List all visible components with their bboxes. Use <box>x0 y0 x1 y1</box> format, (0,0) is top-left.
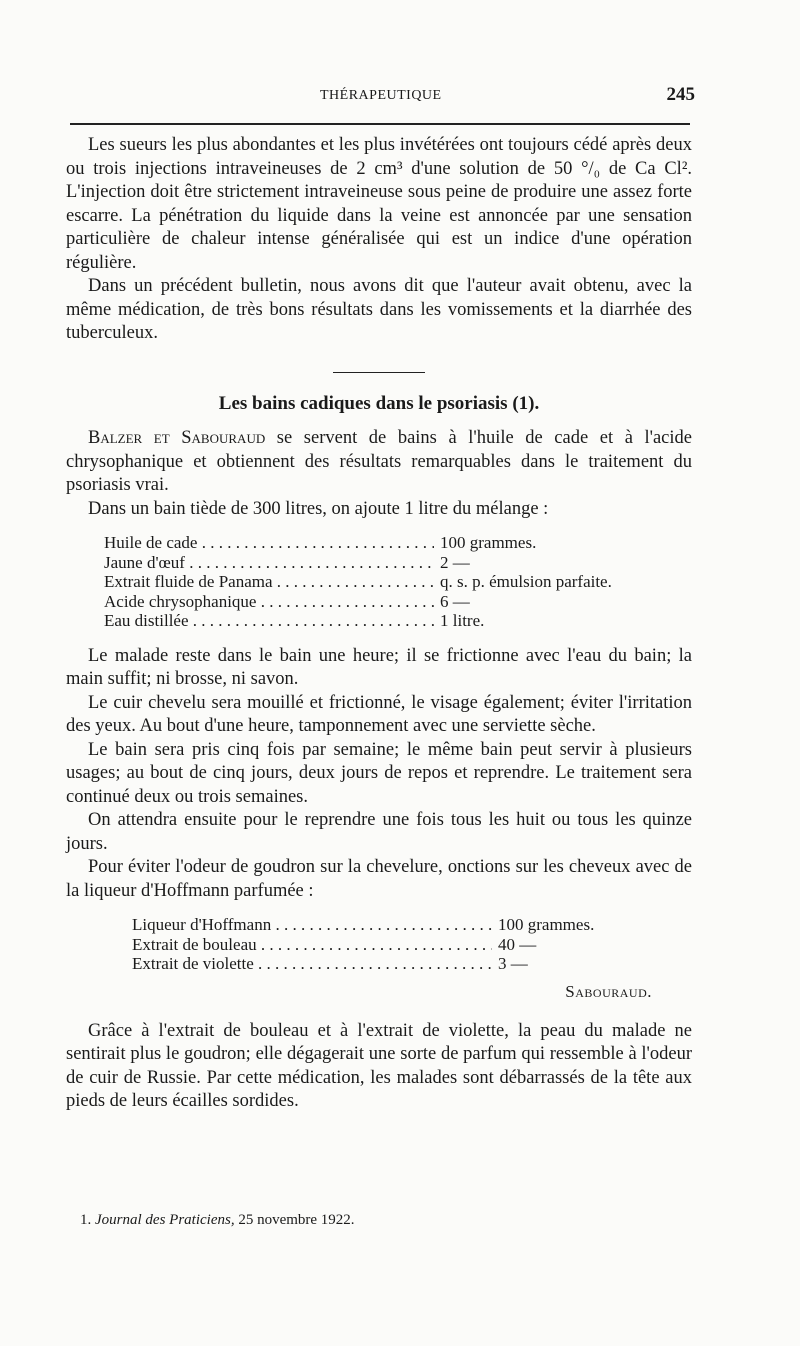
paragraph-goudron: Pour éviter l'odeur de goudron sur la chevelure, onctions sur les cheveux avec de la liqueur d'Hoffmann parfumée : <box>66 857 692 901</box>
ingredient-amount: 1 litre. <box>440 611 485 630</box>
recipe-row <box>104 553 664 573</box>
ingredient-name: Jaune d'œuf . . . <box>104 553 434 573</box>
paragraph-cuir: Le cuir chevelu sera mouillé et frictionné, le visage également; éviter l'irritation des yeux. Au bout d'une heure, tamponnement avec une serviette sèche. <box>66 692 692 736</box>
ingredient-amount: 40 — <box>498 934 537 954</box>
ingredient-amount: 2 — <box>440 552 470 572</box>
paragraph-reprendre: On attendra ensuite pour le reprendre une fois tous les huit ou tous les quinze jours. <box>66 810 692 854</box>
paragraph-balzer-text: se servent de bains à l'huile de cade et à l'acide chrysophanique et obtiennent des résultats remarquables dans le traitement du psoriasis vrai. <box>66 428 692 495</box>
recipe-row <box>104 592 664 612</box>
section-divider <box>333 372 425 374</box>
ingredient-amount: 3 — <box>498 954 528 973</box>
paragraph-bouleau: Grâce à l'extrait de bouleau et à l'extrait de violette, la peau du malade ne sentirait plus le goudron; elle dégagerait une sorte de parfum qui ressemble à l'odeur de cuir de Russie. Par cette médication, les malades sont débarrassés de la tête aux pieds de leurs écailles sordides. <box>66 1020 692 1111</box>
running-title: THÉRAPEUTIQUE <box>320 88 442 103</box>
paragraph-frequence: Le bain sera pris cinq fois par semaine; le même bain peut servir à plusieurs usages; au bout de cinq jours, deux jours de repos et reprendre. Le traitement sera continué deux ou trois semaines. <box>66 739 692 807</box>
ingredient-name: Liqueur d'Hoffmann . . . <box>132 915 492 935</box>
page-number: 245 <box>666 84 695 105</box>
footnote <box>80 1212 355 1229</box>
recipe-row <box>104 572 664 592</box>
paragraph-malade: Le malade reste dans le bain une heure; il se frictionne avec l'eau du bain; la main suffit; ni brosse, ni savon. <box>66 645 692 689</box>
recipe-row <box>104 533 664 553</box>
author-signature <box>66 982 652 1002</box>
footnote-date: 25 novembre 1922. <box>238 1212 355 1228</box>
ingredient-amount: 6 — <box>440 591 470 611</box>
ingredient-amount: 100 grammes. <box>440 533 537 552</box>
footnote-number: 1. <box>80 1212 92 1228</box>
footnote-journal: Journal des Praticiens, <box>95 1212 235 1228</box>
ingredient-name: Extrait fluide de Panama . . . <box>104 572 434 592</box>
paragraph-sueurs: Les sueurs les plus abondantes et les plus invétérées ont toujours cédé après deux ou trois injections intraveineuses de 2 cm³ d'une solution de 50 °/₀ de Ca Cl². L'injection doit être strictement intraveineuse sous peine de produire une assez forte escarre. La pénétration du liquide dans la veine est annoncée par une sensation particulière de chaleur intense généralisée qui est un indice d'une opération régulière. <box>66 135 692 273</box>
authors: Balzer et Sabouraud <box>88 428 266 448</box>
page-body <box>66 134 692 1114</box>
section-title-text: Les bains cadiques dans le psoriasis <box>218 393 508 414</box>
recipe-row <box>132 915 632 935</box>
ingredient-name: Extrait de bouleau . . . <box>132 935 492 955</box>
ingredient-name: Huile de cade . . . <box>104 533 434 553</box>
footnote-reference: (1). <box>512 393 540 414</box>
recipe-bath-mixture <box>104 533 664 631</box>
recipe-row <box>104 611 664 631</box>
paragraph-bulletin: Dans un précédent bulletin, nous avons dit que l'auteur avait obtenu, avec la même médication, de très bons résultats dans les vomissements et la diarrhée des tuberculeux. <box>66 276 692 343</box>
ingredient-amount: 100 grammes. <box>498 915 595 934</box>
ingredient-name: Extrait de violette . . . <box>132 954 492 974</box>
ingredient-amount: q. s. p. émulsion parfaite. <box>440 572 612 591</box>
page-header <box>70 86 695 116</box>
paragraph-balzer <box>66 427 692 498</box>
recipe-row <box>132 954 632 974</box>
header-rule <box>70 123 690 125</box>
signature-text: Sabouraud. <box>565 981 652 1001</box>
section-title <box>66 393 692 415</box>
recipe-hair-lotion <box>132 915 632 974</box>
ingredient-name: Eau distillée . . . <box>104 611 434 631</box>
ingredient-name: Acide chrysophanique . . . <box>104 592 434 612</box>
recipe-row <box>132 935 632 955</box>
paragraph-bain: Dans un bain tiède de 300 litres, on ajoute 1 litre du mélange : <box>88 498 549 519</box>
